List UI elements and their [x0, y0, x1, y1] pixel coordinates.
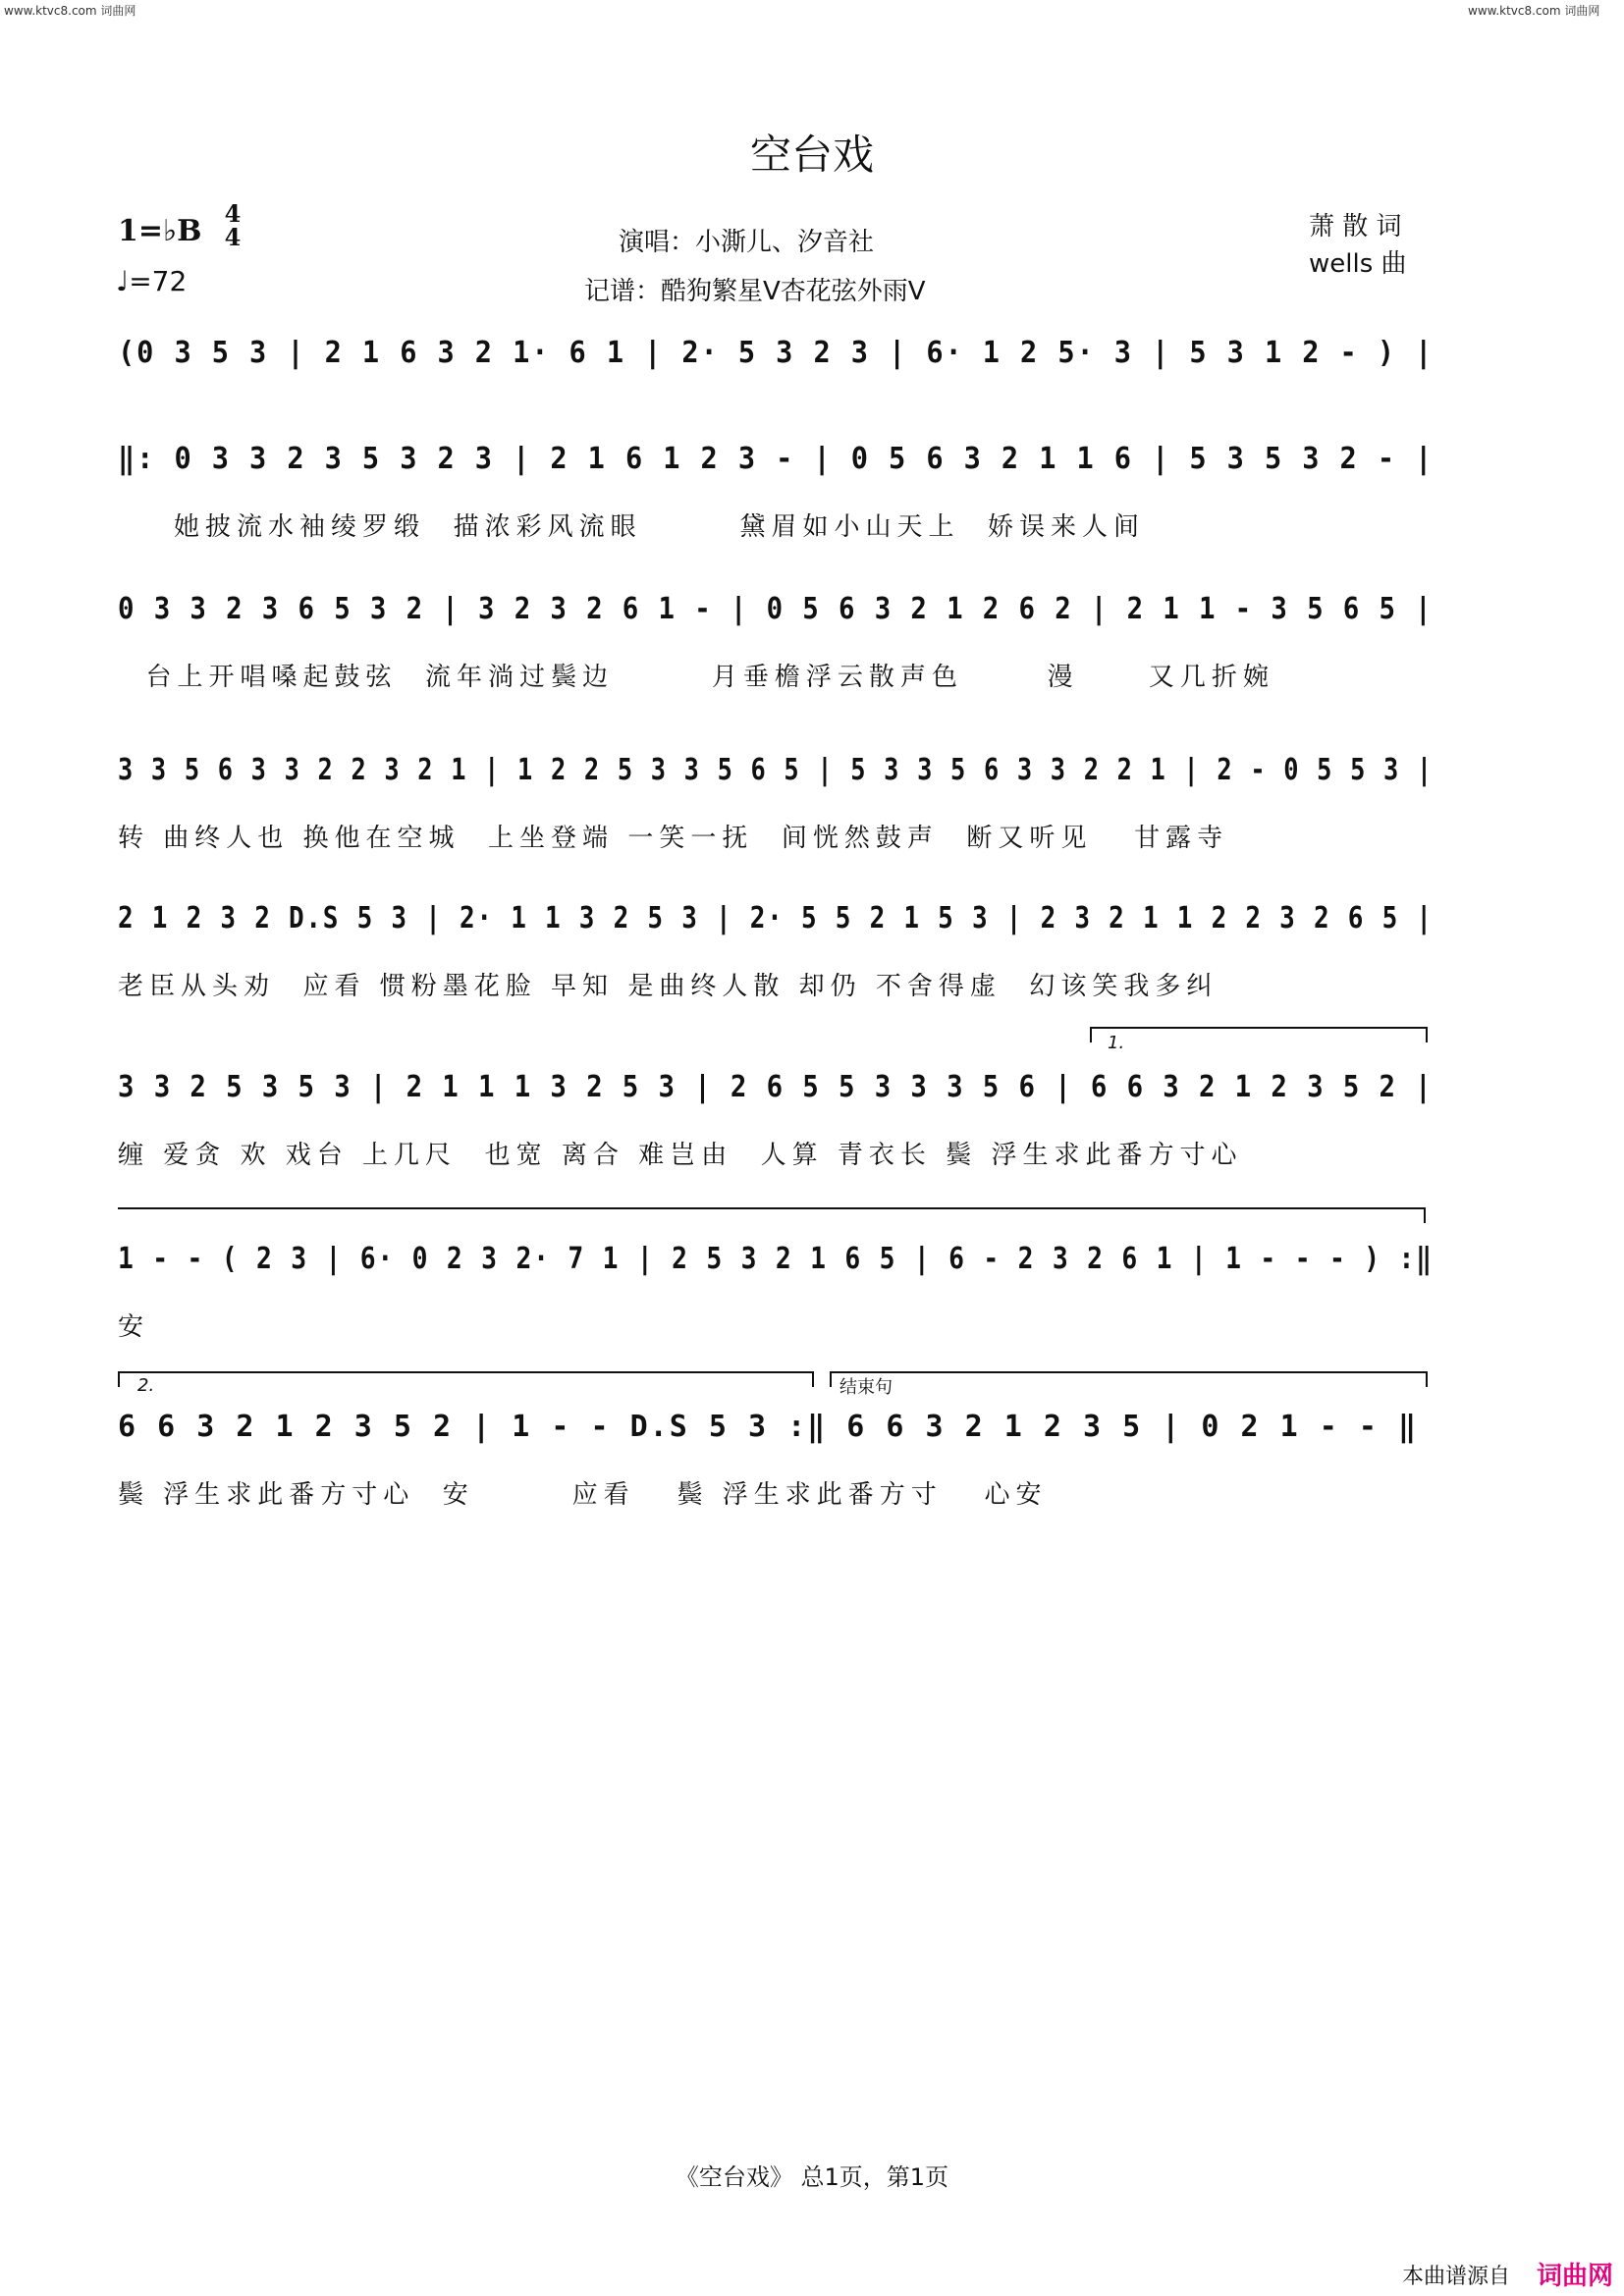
- staff-line-3: [118, 592, 1434, 690]
- key-signature: 1=♭B: [118, 214, 202, 248]
- volta-label-1: 1.: [1108, 1033, 1125, 1053]
- volta-bracket-1: [1090, 1027, 1428, 1042]
- staff-line-7: [118, 1242, 1434, 1340]
- staff-notes: 3 3 5 6 3 3 2 2 3 2 1 | 1 2 2 5 3 3 5 6 5 | 5 3 3 5 6 3 3 2 2 1 | 2 - 0 5 5 3 |: [118, 753, 1434, 787]
- staff-line-5: [118, 901, 1434, 999]
- staff-notes: 0 3 3 2 3 6 5 3 2 | 3 2 3 2 6 1 - | 0 5 6 3 2 1 2 6 2 | 2 1 1 - 3 5 6 5 |: [118, 592, 1434, 626]
- tempo-marking: ♩=72: [116, 265, 188, 297]
- staff-notes: 2 1 2 3 2 D.S 5 3 | 2· 1 1 3 2 5 3 | 2· 5 5 2 1 5 3 | 2 3 2 1 1 2 2 3 2 6 5 |: [118, 901, 1434, 935]
- staff-line-1: [118, 336, 1434, 395]
- staff-notes: 6 6 3 2 1 2 3 5 2 | 1 - - D.S 5 3 :‖ 6 6 3 2 1 2 3 5 | 0 2 1 - - ‖: [118, 1410, 1419, 1444]
- staff-notes: 3 3 2 5 3 5 3 | 2 1 1 1 3 2 5 3 | 2 6 5 5 3 3 3 5 6 | 6 6 3 2 1 2 3 5 2 |: [118, 1070, 1434, 1104]
- singer-credit: 演唱：小澌儿、汐音社: [619, 228, 875, 257]
- time-signature-numerator: 4: [224, 199, 242, 228]
- staff-lyrics: 台上开唱嗓起鼓弦 流年淌过鬓边 月垂檐浮云散声色 漫 又几折婉: [118, 663, 1274, 692]
- page-footer: 《空台戏》 总1页，第1页: [675, 2163, 949, 2191]
- lyricist-credit: 萧 散 词: [1309, 212, 1402, 241]
- ending-bracket: [830, 1371, 1428, 1387]
- staff-lyrics: 安: [118, 1312, 150, 1342]
- staff-lyrics: 缠 爱贪 欢 戏台 上几尺 也宽 离合 难岂由 人算 青衣长 鬓 浮生求此番方寸心: [118, 1141, 1243, 1170]
- time-signature-denominator: 4: [224, 223, 242, 251]
- staff-notes: ‖: 0 3 3 2 3 5 3 2 3 | 2 1 6 1 2 3 - | 0 5 6 3 2 1 1 6 | 5 3 5 3 2 - |: [118, 442, 1435, 476]
- site-watermark-right: www.ktvc8.com 词曲网: [1468, 4, 1600, 18]
- staff-lyrics: 老臣从头劝 应看 惯粉墨花脸 早知 是曲终人散 却仍 不舍得虚 幻该笑我多纠: [118, 972, 1218, 1001]
- transcriber-credit: 记谱：酷狗繁星V杏花弦外雨V: [584, 277, 926, 306]
- staff-line-8: [118, 1410, 1434, 1508]
- staff-notes: 1 - - ( 2 3 | 6· 0 2 3 2· 7 1 | 2 5 3 2 1 6 5 | 6 - 2 3 2 6 1 | 1 - - - ) :‖: [118, 1242, 1434, 1276]
- time-signature: [221, 199, 244, 251]
- staff-line-6: [118, 1070, 1434, 1168]
- site-watermark-left: www.ktvc8.com 词曲网: [4, 4, 136, 18]
- volta-bracket-1-continued: [118, 1207, 1426, 1223]
- staff-notes: (0 3 5 3 | 2 1 6 3 2 1· 6 1 | 2· 5 3 2 3 | 6· 1 2 5· 3 | 5 3 1 2 - ) |: [118, 336, 1435, 370]
- ending-label: 结束句: [839, 1377, 893, 1398]
- staff-lyrics: 鬓 浮生求此番方寸心 安 应看 鬓 浮生求此番方寸 心安: [118, 1480, 1048, 1510]
- composer-credit: wells 曲: [1309, 249, 1407, 279]
- staff-lyrics: 转 曲终人也 换他在空城 上坐登端 一笑一抚 间恍然鼓声 断又听见 甘露寺: [118, 824, 1229, 853]
- staff-lyrics: 她披流水袖绫罗缎 描浓彩风流眼 黛眉如小山天上 娇误来人间: [118, 512, 1145, 542]
- staff-line-4: [118, 753, 1434, 851]
- volta-bracket-2: [118, 1371, 814, 1387]
- volta-label-2: 2.: [137, 1375, 155, 1396]
- source-label: 本曲谱源自: [1402, 2265, 1511, 2289]
- site-logo: 词曲网: [1537, 2262, 1614, 2291]
- staff-line-2: [118, 442, 1434, 540]
- song-title: 空台戏: [749, 131, 874, 179]
